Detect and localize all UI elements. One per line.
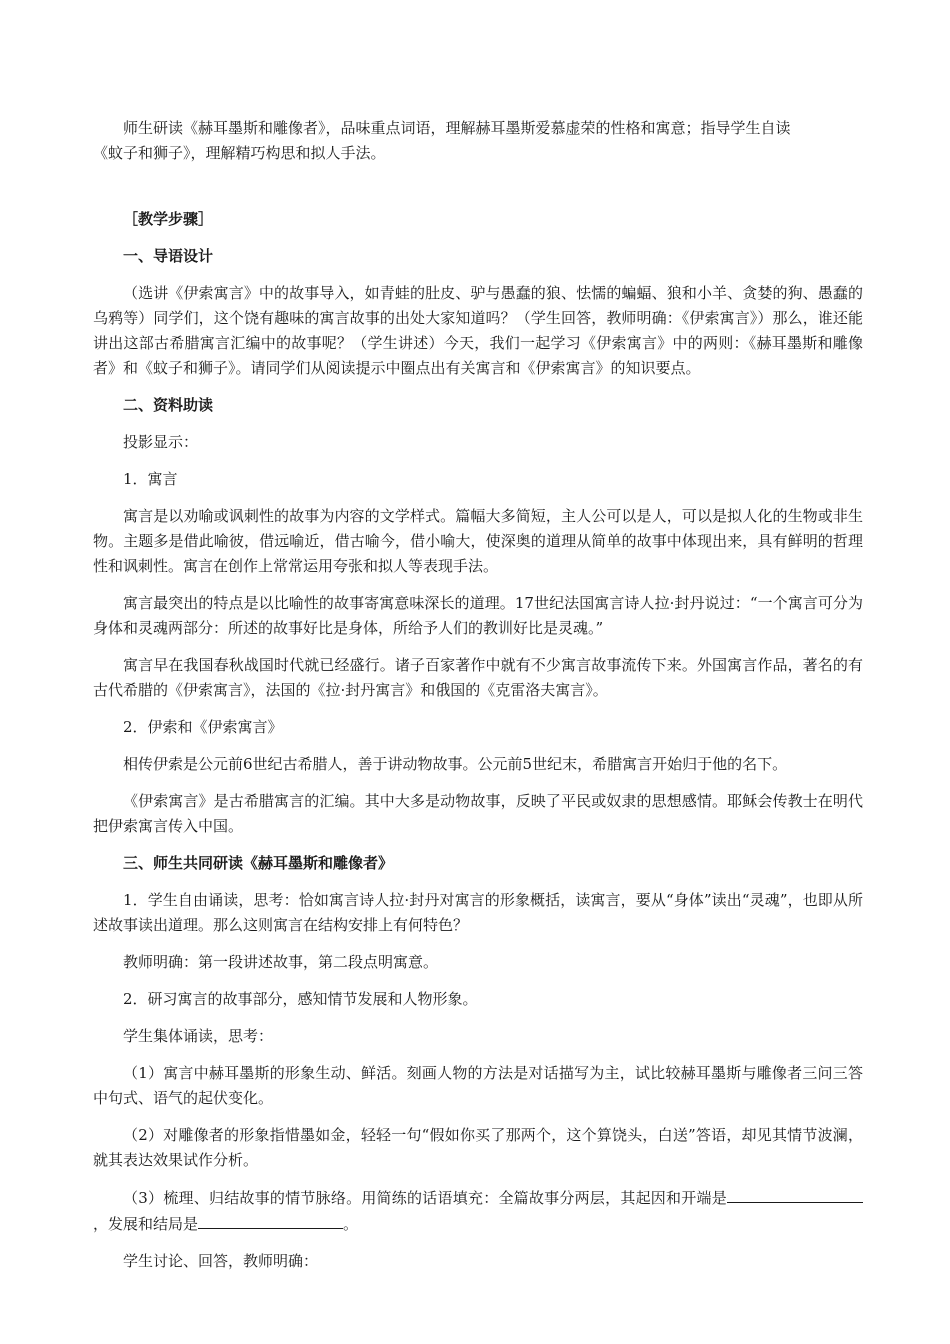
aesop-paragraph-1: 相传伊索是公元前6世纪古希腊人，善于讲动物故事。公元前5世纪末，希腊寓言开始归于他的名下。 [123, 755, 788, 773]
fill-blank-1 [727, 1185, 795, 1203]
intro-line-2: 《蚊子和狮子》，理解精巧构思和拟人手法。 [93, 144, 386, 162]
fill-blank-2 [795, 1185, 863, 1203]
think-item-3 [93, 1185, 863, 1237]
aesop-paragraph-2: 《伊索寓言》是古希腊寓言的汇编。其中大多是动物故事，反映了平民或奴隶的思想感情。耶稣会传教士在明代把伊索寓言传入中国。 [93, 792, 863, 835]
think-item-3-text-b: ，发展和结局是 [93, 1215, 199, 1233]
think-item-2: （2）对雕像者的形象指惜墨如金，轻轻一句“假如你买了那两个，这个算饶头，白送”答语，却见其情节波澜，就其表达效果试作分析。 [93, 1126, 863, 1169]
subheading-aesop: 2．伊索和《伊索寓言》 [123, 718, 283, 736]
think-item-3-text-c: 。 [343, 1215, 359, 1233]
fill-blank-3 [198, 1211, 343, 1229]
intro-line-1: 师生研读《赫耳墨斯和雕像者》，品味重点词语，理解赫耳墨斯爱慕虚荣的性格和寓意；指导学生自读 [123, 119, 791, 137]
document-page [93, 116, 863, 1274]
steps-title: ［教学步骤］ [123, 210, 214, 228]
section-3-heading: 三、师生共同研读《赫耳墨斯和雕像者》 [123, 854, 394, 872]
answer-1: 教师明确：第一段讲述故事，第二段点明寓意。 [123, 953, 439, 971]
section-1-paragraph: （选讲《伊索寓言》中的故事导入，如青蛙的肚皮、驴与愚蠢的狼、怯懦的蝙蝠、狼和小羊、贪婪的狗、愚蠢的乌鸦等）同学们，这个饶有趣味的寓言故事的出处大家知道吗？（学生回答，教师明确：《伊索寓言》）那么，谁还能讲出这部古希腊寓言汇编中的故事呢？（学生讲述）今天，我们一起学习《伊索寓言》中的两则：《赫耳墨斯和雕像者》和《蚊子和狮子》。请同学们从阅读提示中圈点出有关寓言和《伊索寓言》的知识要点。 [93, 284, 863, 377]
subheading-fable: 1．寓言 [123, 470, 178, 488]
question-2: 2．研习寓言的故事部分，感知情节发展和人物形象。 [123, 990, 478, 1008]
section-2-heading: 二、资料助读 [123, 396, 214, 414]
question-1: 1．学生自由诵读，思考：恰如寓言诗人拉·封丹对寓言的形象概括，读寓言，要从“身体”读出“灵魂”，也即从所述故事读出道理。那么这则寓言在结构安排上有何特色？ [93, 891, 863, 934]
section-1-heading: 一、导语设计 [123, 247, 214, 265]
fable-paragraph-3: 寓言早在我国春秋战国时代就已经盛行。诸子百家著作中就有不少寓言故事流传下来。外国寓言作品，著名的有古代希腊的《伊索寓言》，法国的《拉·封丹寓言》和俄国的《克雷洛夫寓言》。 [93, 656, 863, 699]
discussion-prompt: 学生讨论、回答，教师明确： [123, 1252, 319, 1270]
think-item-1: （1）寓言中赫耳墨斯的形象生动、鲜活。刻画人物的方法是对话描写为主，试比较赫耳墨斯与雕像者三问三答中句式、语气的起伏变化。 [93, 1064, 863, 1107]
fable-paragraph-2: 寓言最突出的特点是以比喻性的故事寄寓意味深长的道理。17世纪法国寓言诗人拉·封丹说过：“一个寓言可分为身体和灵魂两部分：所述的故事好比是身体，所给予人们的教训好比是灵魂。” [93, 594, 863, 637]
projection-label: 投影显示： [123, 433, 199, 451]
fable-paragraph-1: 寓言是以劝喻或讽刺性的故事为内容的文学样式。篇幅大多简短，主人公可以是人，可以是拟人化的生物或非生物。主题多是借此喻彼，借远喻近，借古喻今，借小喻大，使深奥的道理从简单的故事中体现出来，具有鲜明的哲理性和讽刺性。寓言在创作上常常运用夸张和拟人等表现手法。 [93, 507, 863, 575]
think-item-3-text-a: （3）梳理、归结故事的情节脉络。用简练的话语填充：全篇故事分两层，其起因和开端是 [123, 1189, 727, 1207]
group-reading-prompt: 学生集体诵读，思考： [123, 1027, 274, 1045]
